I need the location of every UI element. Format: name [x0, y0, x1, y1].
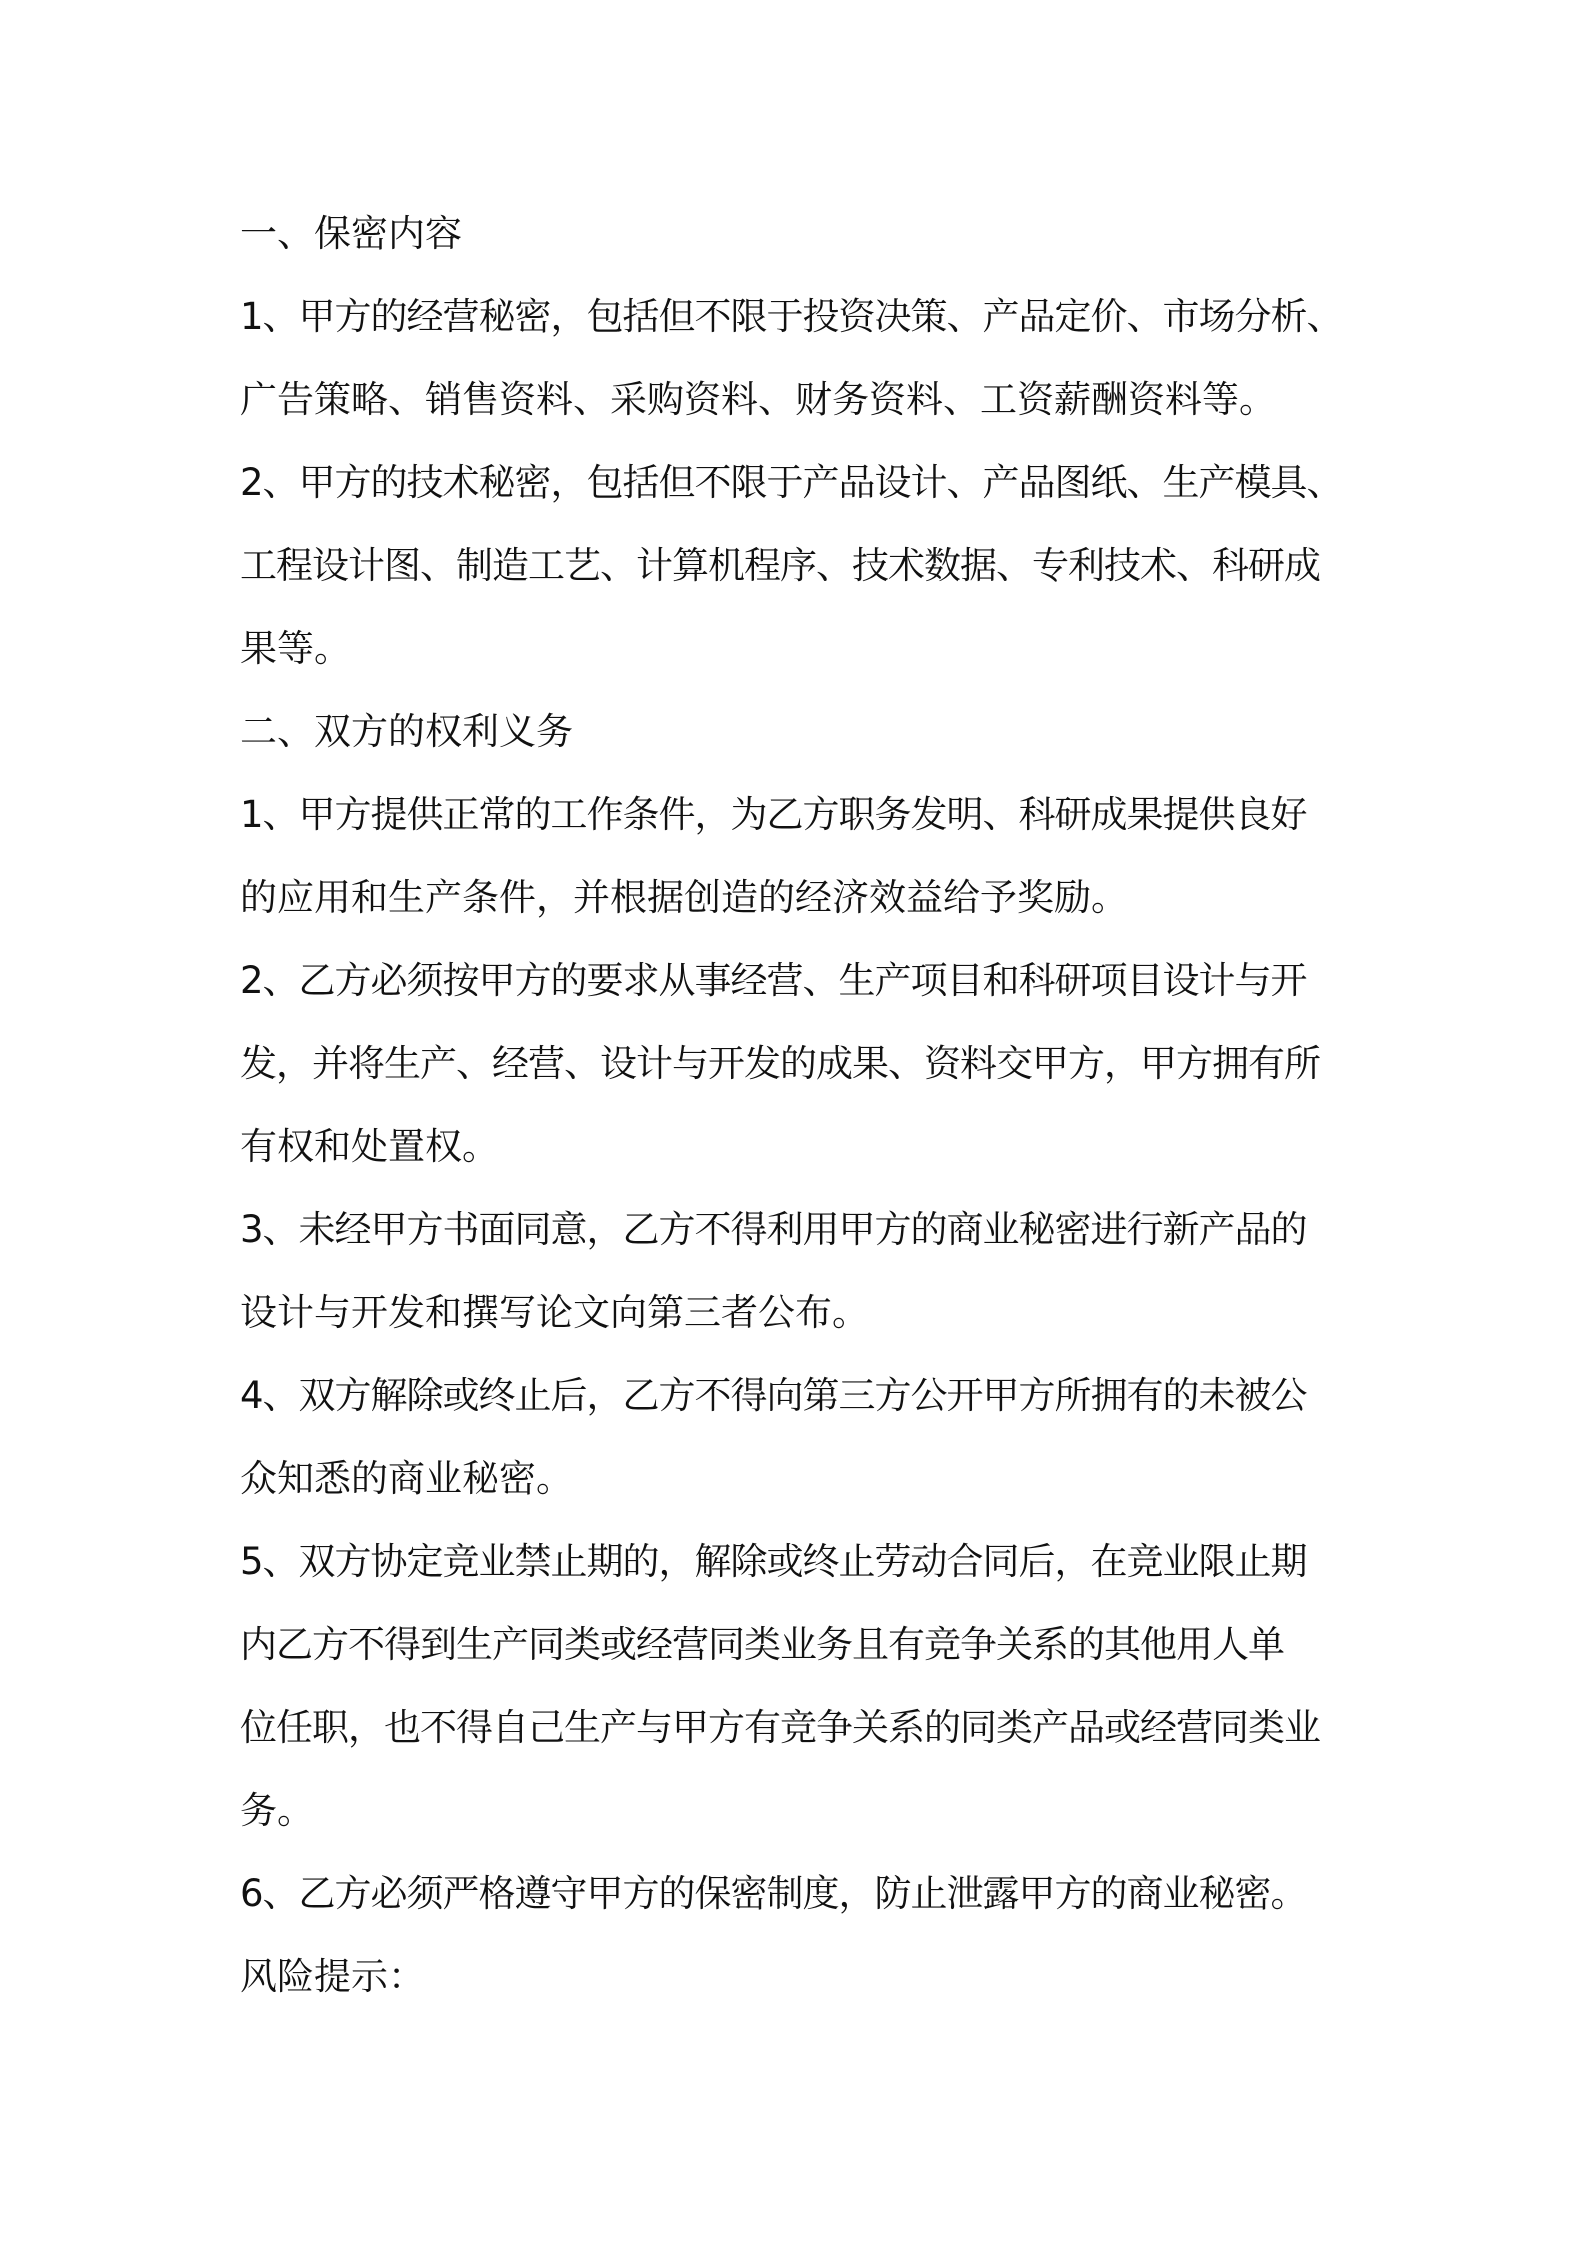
clause-line: 6、乙方必须严格遵守甲方的保密制度，防止泄露甲方的商业秘密。 — [240, 1872, 1307, 1915]
clause-line: 广告策略、销售资料、采购资料、财务资料、工资薪酬资料等。 — [240, 378, 1276, 421]
clause-line: 4、双方解除或终止后，乙方不得向第三方公开甲方所拥有的未被公 — [240, 1374, 1307, 1417]
clause-line: 5、双方协定竞业禁止期的，解除或终止劳动合同后，在竞业限止期 — [240, 1540, 1307, 1583]
clause-line: 务。 — [240, 1789, 314, 1832]
clause-line: 有权和处置权。 — [240, 1125, 499, 1168]
clause-line: 1、甲方提供正常的工作条件，为乙方职务发明、科研成果提供良好 — [240, 793, 1307, 836]
clause-line: 众知悉的商业秘密。 — [240, 1457, 573, 1500]
clause-line: 2、乙方必须按甲方的要求从事经营、生产项目和科研项目设计与开 — [240, 959, 1307, 1002]
document-body — [240, 192, 1370, 2018]
clause-line: 2、甲方的技术秘密，包括但不限于产品设计、产品图纸、生产模具、 — [240, 461, 1343, 504]
clause-line: 1、甲方的经营秘密，包括但不限于投资决策、产品定价、市场分析、 — [240, 295, 1343, 338]
clause-line: 内乙方不得到生产同类或经营同类业务且有竞争关系的其他用人单 — [240, 1623, 1284, 1666]
clause-line: 3、未经甲方书面同意，乙方不得利用甲方的商业秘密进行新产品的 — [240, 1208, 1307, 1251]
section-heading-confidential-content: 一、保密内容 — [240, 212, 462, 255]
section-heading-rights-obligations: 二、双方的权利义务 — [240, 710, 573, 753]
clause-line: 位任职，也不得自己生产与甲方有竞争关系的同类产品或经营同类业 — [240, 1706, 1320, 1749]
clause-line: 的应用和生产条件，并根据创造的经济效益给予奖励。 — [240, 876, 1128, 919]
risk-notice-heading: 风险提示： — [240, 1955, 425, 1998]
clause-line: 工程设计图、制造工艺、计算机程序、技术数据、专利技术、科研成 — [240, 544, 1320, 587]
clause-line: 设计与开发和撰写论文向第三者公布。 — [240, 1291, 869, 1334]
clause-line: 发，并将生产、经营、设计与开发的成果、资料交甲方，甲方拥有所 — [240, 1042, 1320, 1085]
clause-line: 果等。 — [240, 627, 351, 670]
